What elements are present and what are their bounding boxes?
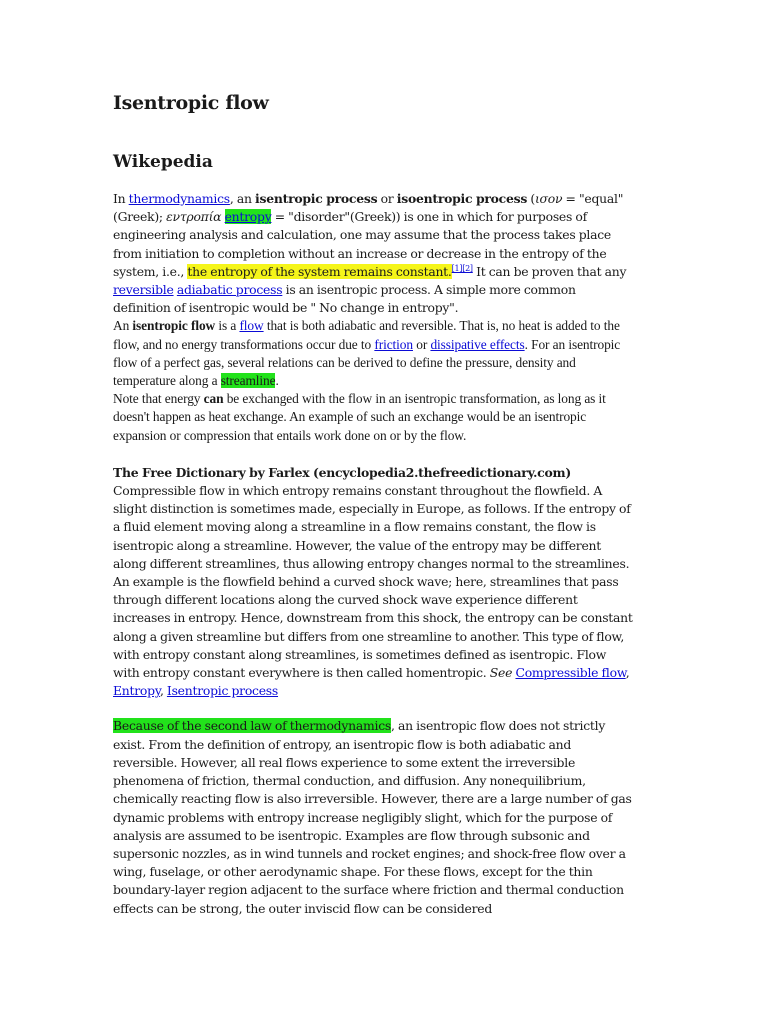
- paragraph-energy-note: [113, 390, 633, 445]
- greek-word-entropia: εντροπία: [166, 209, 222, 225]
- document-content: [113, 92, 633, 918]
- link-compressible-flow[interactable]: Compressible flow: [515, 665, 626, 681]
- link-isentropic-process[interactable]: Isentropic process: [166, 683, 279, 699]
- text: It can be proven that any: [472, 263, 627, 279]
- highlight-second-law: Because of the second law of thermodynamics: [113, 718, 391, 734]
- term-can: can: [203, 391, 224, 407]
- text: is a: [215, 318, 240, 334]
- text: or: [377, 191, 397, 206]
- text: .: [275, 373, 279, 389]
- term-isoentropic-process: isoentropic process: [396, 191, 528, 206]
- highlight-entropy-constant: the entropy of the system remains constant.: [187, 263, 452, 279]
- text: that is both adiabatic and reversible. That is, no heat is added to the flow, and no energy transformations occur due to: [113, 318, 620, 352]
- see-label: See: [489, 665, 513, 681]
- reference-links[interactable]: [1][2]: [451, 263, 473, 273]
- text: An: [113, 318, 133, 334]
- text: is an isentropic process. A simple more common definition of isentropic would be " No change in entropy".: [113, 282, 576, 316]
- paragraph-definition: [113, 190, 633, 317]
- text: , an: [229, 191, 256, 206]
- link-flow[interactable]: flow: [239, 318, 264, 334]
- paragraph-isentropic-flow: [113, 317, 633, 390]
- text: ,: [625, 665, 630, 681]
- section-heading-free-dictionary: The Free Dictionary by Farlex (encyclopedia2.thefreedictionary.com): [113, 464, 571, 480]
- greek-word-ison: ισον: [534, 191, 563, 206]
- text: = "disorder"(Greek)) is one in which for purposes of engineering analysis and calculation, one may assume that the process takes place from initiation to completion without an increase or decrease in the entropy of the system, i.e.,: [113, 209, 612, 279]
- page-title: Isentropic flow: [113, 92, 269, 114]
- text: be exchanged with the flow in an isentropic transformation, as long as it doesn't happen as heat exchange. An example of such an exchange would be an isentropic expansion or compression that entails work done on or by the flow.: [113, 391, 606, 443]
- text: . For an isentropic flow of a perfect gas, several relations can be derived to define the pressure, density and temperature along a: [113, 336, 621, 389]
- text: Compressible flow in which entropy remains constant throughout the flowfield. A slight distinction is sometimes made, especially in Europe, as follows. If the entropy of a fluid element moving along a streamline in a flow remains constant, the flow is isentropic along a streamline. However, the value of the entropy may be different along different streamlines, thus allowing entropy changes normal to the streamlines. An example is the flowfield behind a curved shock wave; here, streamlines that pass through different locations along the curved shock wave experience different increases in entropy. Hence, downstream from this shock, the entropy can be constant along a given streamline but differs from one streamline to another. This type of flow, with entropy constant along streamlines, is sometimes defined as isentropic. Flow with entropy constant everywhere is then called homentropic.: [113, 483, 633, 681]
- text: Note that energy: [113, 391, 204, 407]
- text: or: [412, 336, 431, 352]
- term-isentropic-process: isentropic process: [255, 191, 378, 206]
- link-adiabatic-process[interactable]: adiabatic process: [176, 282, 283, 298]
- text: In: [113, 191, 129, 206]
- link-reversible[interactable]: reversible: [113, 282, 174, 298]
- text: ,: [159, 683, 167, 699]
- link-dissipative-effects[interactable]: dissipative effects: [430, 336, 525, 352]
- text: (: [527, 191, 535, 206]
- section-heading-wikipedia: Wikepedia: [113, 152, 213, 172]
- link-thermodynamics[interactable]: thermodynamics: [128, 191, 230, 206]
- paragraph-second-law: [113, 717, 633, 917]
- highlight-streamline: streamline: [220, 373, 276, 389]
- term-isentropic-flow: isentropic flow: [132, 318, 216, 334]
- text: = "equal" (Greek);: [113, 191, 624, 225]
- link-friction[interactable]: friction: [374, 336, 413, 352]
- text: , an isentropic flow does not strictly exist. From the definition of entropy, an isentropic flow is both adiabatic and reversible. However, all real flows experience to some extent the irreversible phenomena of friction, thermal conduction, and diffusion. Any nonequilibrium, chemically reacting flow is also irreversible. However, there are a large number of gas dynamic problems with entropy increase negligibly slight, which for the purpose of analysis are assumed to be isentropic. Examples are flow through subsonic and supersonic nozzles, as in wind tunnels and rocket engines; and shock-free flow over a wing, fuselage, or other aerodynamic shape. For these flows, except for the thin boundary-layer region adjacent to the surface where friction and thermal conduction effects can be strong, the outer inviscid flow can be considered: [113, 718, 632, 916]
- paragraph-free-dictionary: [113, 482, 633, 700]
- link-entropy-2[interactable]: Entropy: [113, 683, 160, 699]
- link-entropy[interactable]: entropy: [224, 209, 272, 225]
